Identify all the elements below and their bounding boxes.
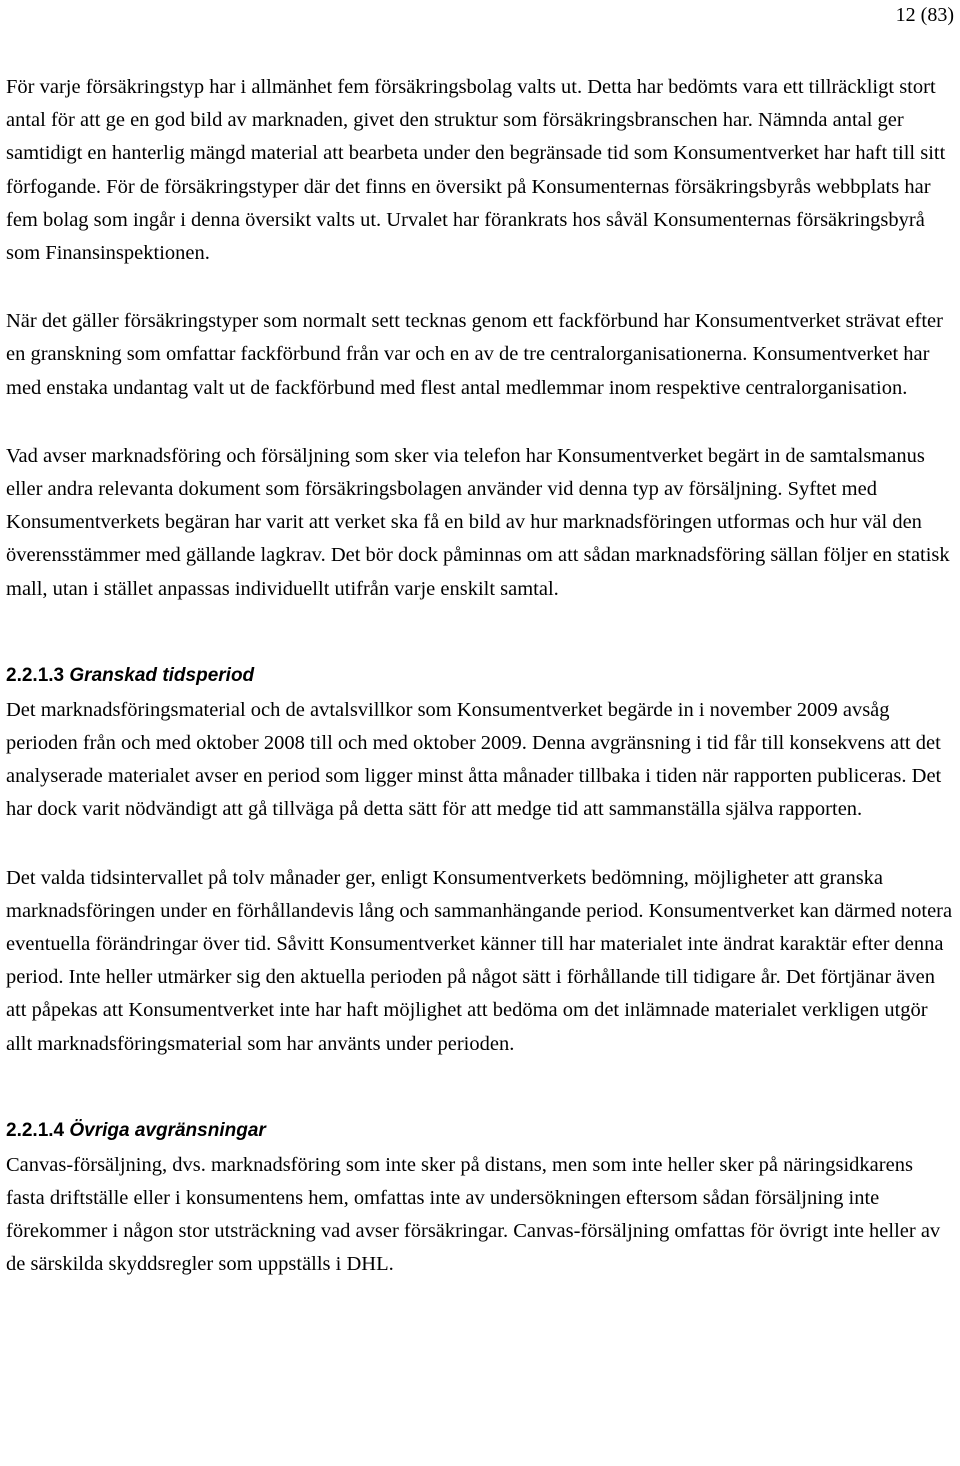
body-paragraph-3: Vad avser marknadsföring och försäljning som sker via telefon har Konsumentverket begärt in de samtalsmanus eller andra relevanta dokument som försäkringsbolagen använder vid denna typ av försäljning. Syftet med Konsumentverkets begäran har varit att verket ska få en bild av hur marknadsföringen utformas och hur väl den överensstämmer med gällande lagkrav. Det bör dock påminnas om att sådan marknadsföring sällan följer en statisk mall, utan i stället anpassas individuellt utifrån varje enskilt samtal. [6, 444, 950, 600]
page-number: 12 (83) [895, 4, 954, 26]
body-paragraph-1: För varje försäkringstyp har i allmänhet fem försäkringsbolag valts ut. Detta har bedömts vara ett tillräckligt stort antal för att ge en god bild av marknaden, givet den struktur som försäkringsbranschen har. Nämnda antal ger samtidigt en hanterlig mängd material att bearbeta under den begränsade tid som Konsumentverket har haft till sitt förfogande. För de försäkringstyper där det finns en översikt på Konsumenternas försäkringsbyrås webbplats har fem bolag som ingår i denna översikt valts ut. Urvalet har förankrats hos såväl Konsumenternas försäkringsbyrå som Finansinspektionen. [6, 76, 946, 265]
section-granskad-tidsperiod [6, 662, 956, 1061]
section-number: 2.2.1.3 [6, 664, 65, 686]
document-body [6, 71, 956, 1282]
section-title: Övriga avgränsningar [69, 1119, 266, 1141]
section-heading [6, 1117, 956, 1145]
section-number: 2.2.1.4 [6, 1119, 65, 1141]
section-title: Granskad tidsperiod [69, 664, 255, 686]
body-paragraph-2: När det gäller försäkringstyper som normalt sett tecknas genom ett fackförbund har Konsumentverket strävat efter en granskning som omfattar fackförbund från var och en av de tre centralorganisationerna. Konsumentverket har med enstaka undantag valt ut de fackförbund med flest antal medlemmar inom respektive centralorganisation. [6, 310, 943, 399]
section-heading [6, 662, 956, 690]
section-paragraph-2: Det valda tidsintervallet på tolv månader ger, enligt Konsumentverkets bedömning, möjligheter att granska marknadsföringen under en förhållandevis lång och sammanhängande period. Konsumentverket kan därmed notera eventuella förändringar över tid. Såvitt Konsumentverket känner till har materialet inte ändrat karaktär efter denna period. Inte heller utmärker sig den aktuella perioden på något sätt i förhållande till tidigare år. Det förtjänar även att påpekas att Konsumentverket inte har haft möjlighet att bedöma om det inlämnade materialet verkligen utgör allt marknadsföringsmaterial som har använts under perioden. [6, 866, 953, 1055]
section-paragraph-1: Det marknadsföringsmaterial och de avtalsvillkor som Konsumentverket begärde in i november 2009 avsåg perioden från och med oktober 2008 till och med oktober 2009. Denna avgränsning i tid får till konsekvens att det analyserade materialet avser en period som ligger minst åtta månader tillbaka i tiden när rapporten publiceras. Det har dock varit nödvändigt att gå tillväga på detta sätt för att medge tid att sammanställa själva rapporten. [6, 698, 942, 821]
section-ovriga-avgransningar [6, 1117, 956, 1282]
section-paragraph-1: Canvas-försäljning, dvs. marknadsföring som inte sker på distans, men som inte heller sker på näringsidkarens fasta driftställe eller i konsumentens hem, omfattas inte av undersökningen eftersom sådan försäljning inte förekommer i någon stor utsträckning vad avser försäkringar. Canvas-försäljning omfattas för övrigt inte heller av de särskilda skyddsregler som uppställs i DHL. [6, 1153, 941, 1276]
